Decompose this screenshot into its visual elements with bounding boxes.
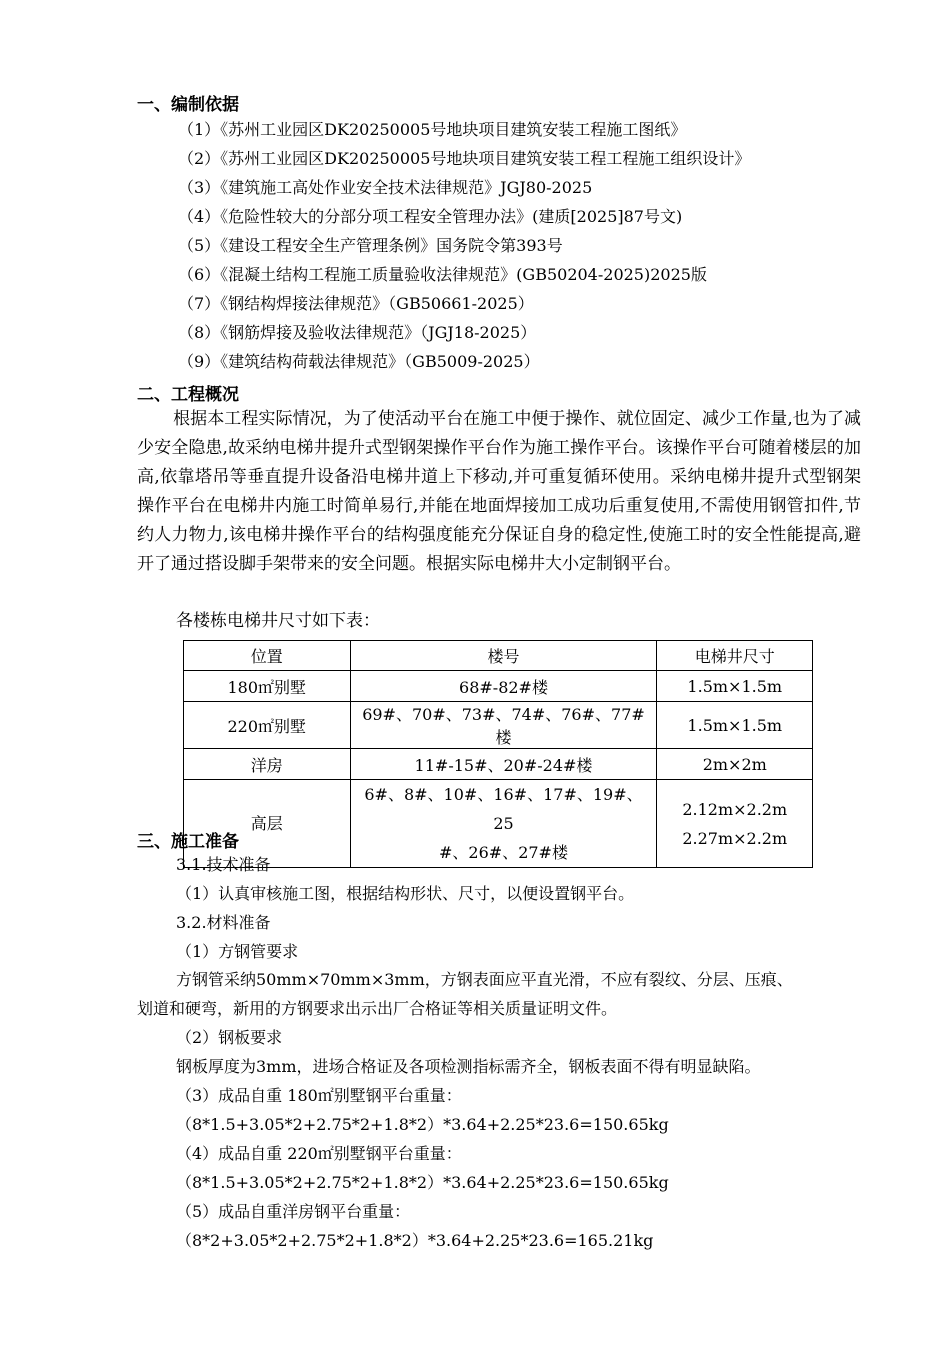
reference-item: （5）《建设工程安全生产管理条例》国务院令第393号 (178, 236, 563, 255)
table-cell: 2m×2m (657, 749, 813, 780)
table-header-row (184, 641, 813, 671)
table-cell: 11#-15#、20#-24#楼 (350, 749, 657, 780)
table-cell: 高层 (184, 780, 351, 868)
table-cell: 1.5m×1.5m (657, 671, 813, 702)
reference-item: （1）《苏州工业园区DK20250005号地块项目建筑安装工程施工图纸》 (178, 120, 687, 139)
weight-formula: （8*2+3.05*2+2.75*2+1.8*2）*3.64+2.25*23.6=165.21kg (176, 1231, 654, 1250)
subsection-heading: 3.1.技术准备 (176, 855, 271, 874)
overview-text: 根据本工程实际情况，为了使活动平台在施工中便于操作、就位固定、减少工作量,也为了减少安全隐患,故采纳电梯井提升式型钢架操作平台作为施工操作平台。该操作平台可随着楼层的加高,依靠塔吊等垂直提升设备沿电梯井道上下移动,并可重复循环使用。采纳电梯井提升式型钢架操作平台在电梯井内施工时简单易行,并能在地面焊接加工成功后重复使用,不需使用钢管扣件,节约人力物力,该电梯井操作平台的结构强度能充分保证自身的稳定性,使施工时的安全性能提高,避开了通过搭设脚手架带来的安全问题。根据实际电梯井大小定制钢平台。 (137, 409, 861, 574)
section-heading-preparation: 三、施工准备 (137, 832, 239, 852)
table-cell: 1.5m×1.5m (657, 702, 813, 749)
section-heading-basis: 一、编制依据 (137, 95, 239, 115)
table-cell-line: #、26#、27#楼 (439, 843, 568, 862)
subsection-heading: 3.2.材料准备 (176, 913, 271, 932)
reference-item: （9）《建筑结构荷载法律规范》（GB5009-2025） (178, 352, 540, 371)
table-row (184, 671, 813, 702)
table-cell: 69#、70#、73#、74#、76#、77#楼 (350, 702, 657, 749)
table-row (184, 749, 813, 780)
prep-item-text: 方钢管采纳50mm×70mm×3mm，方钢表面应平直光滑，不应有裂纹、分层、压痕、 (176, 970, 793, 989)
reference-item: （3）《建筑施工高处作业安全技术法律规范》JGJ80-2025 (178, 178, 593, 197)
table-cell-line: 2.27m×2.2m (682, 828, 788, 848)
table-header-cell: 位置 (184, 641, 351, 671)
prep-item: （1）认真审核施工图，根据结构形状、尺寸，以便设置钢平台。 (176, 884, 635, 903)
reference-item: （4）《危险性较大的分部分项工程安全管理办法》(建质[2025]87号文) (178, 207, 683, 226)
prep-item-text: 钢板厚度为3mm，进场合格证及各项检测指标需齐全，钢板表面不得有明显缺陷。 (176, 1057, 761, 1076)
table-header-cell: 楼号 (350, 641, 657, 671)
table-cell: 180㎡别墅 (184, 671, 351, 702)
table-cell (657, 780, 813, 868)
prep-item-title: （2）钢板要求 (176, 1028, 283, 1047)
reference-item: （7）《钢结构焊接法律规范》（GB50661-2025） (178, 294, 534, 313)
table-cell-line: 6#、8#、10#、16#、17#、19#、25 (364, 785, 643, 833)
prep-item-title: （1）方钢管要求 (176, 942, 299, 961)
table-cell: 68#-82#楼 (350, 671, 657, 702)
table-row (184, 702, 813, 749)
table-cell: 洋房 (184, 749, 351, 780)
table-intro: 各楼栋电梯井尺寸如下表： (176, 611, 380, 631)
prep-item-text: 划道和硬弯，新用的方钢要求出示出厂合格证等相关质量证明文件。 (137, 999, 618, 1018)
reference-item: （8）《钢筋焊接及验收法律规范》（JGJ18-2025） (178, 323, 537, 342)
weight-formula: （8*1.5+3.05*2+2.75*2+1.8*2）*3.64+2.25*23.6=150.65kg (176, 1173, 669, 1192)
overview-paragraph (137, 405, 861, 579)
prep-item-title: （4）成品自重 220㎡别墅钢平台重量： (176, 1144, 462, 1163)
reference-item: （2）《苏州工业园区DK20250005号地块项目建筑安装工程工程施工组织设计》 (178, 149, 751, 168)
elevator-shaft-table (183, 640, 813, 868)
prep-item-title: （3）成品自重 180㎡别墅钢平台重量： (176, 1086, 462, 1105)
weight-formula: （8*1.5+3.05*2+2.75*2+1.8*2）*3.64+2.25*23.6=150.65kg (176, 1115, 669, 1134)
table-cell: 220㎡别墅 (184, 702, 351, 749)
table-cell-line: 2.12m×2.2m (682, 799, 788, 819)
reference-item: （6）《混凝土结构工程施工质量验收法律规范》(GB50204-2025)2025版 (178, 265, 707, 284)
section-heading-overview: 二、工程概况 (137, 385, 239, 405)
prep-item-title: （5）成品自重洋房钢平台重量： (176, 1202, 411, 1221)
table-row (184, 780, 813, 868)
table-cell (350, 780, 657, 868)
table-header-cell: 电梯井尺寸 (657, 641, 813, 671)
